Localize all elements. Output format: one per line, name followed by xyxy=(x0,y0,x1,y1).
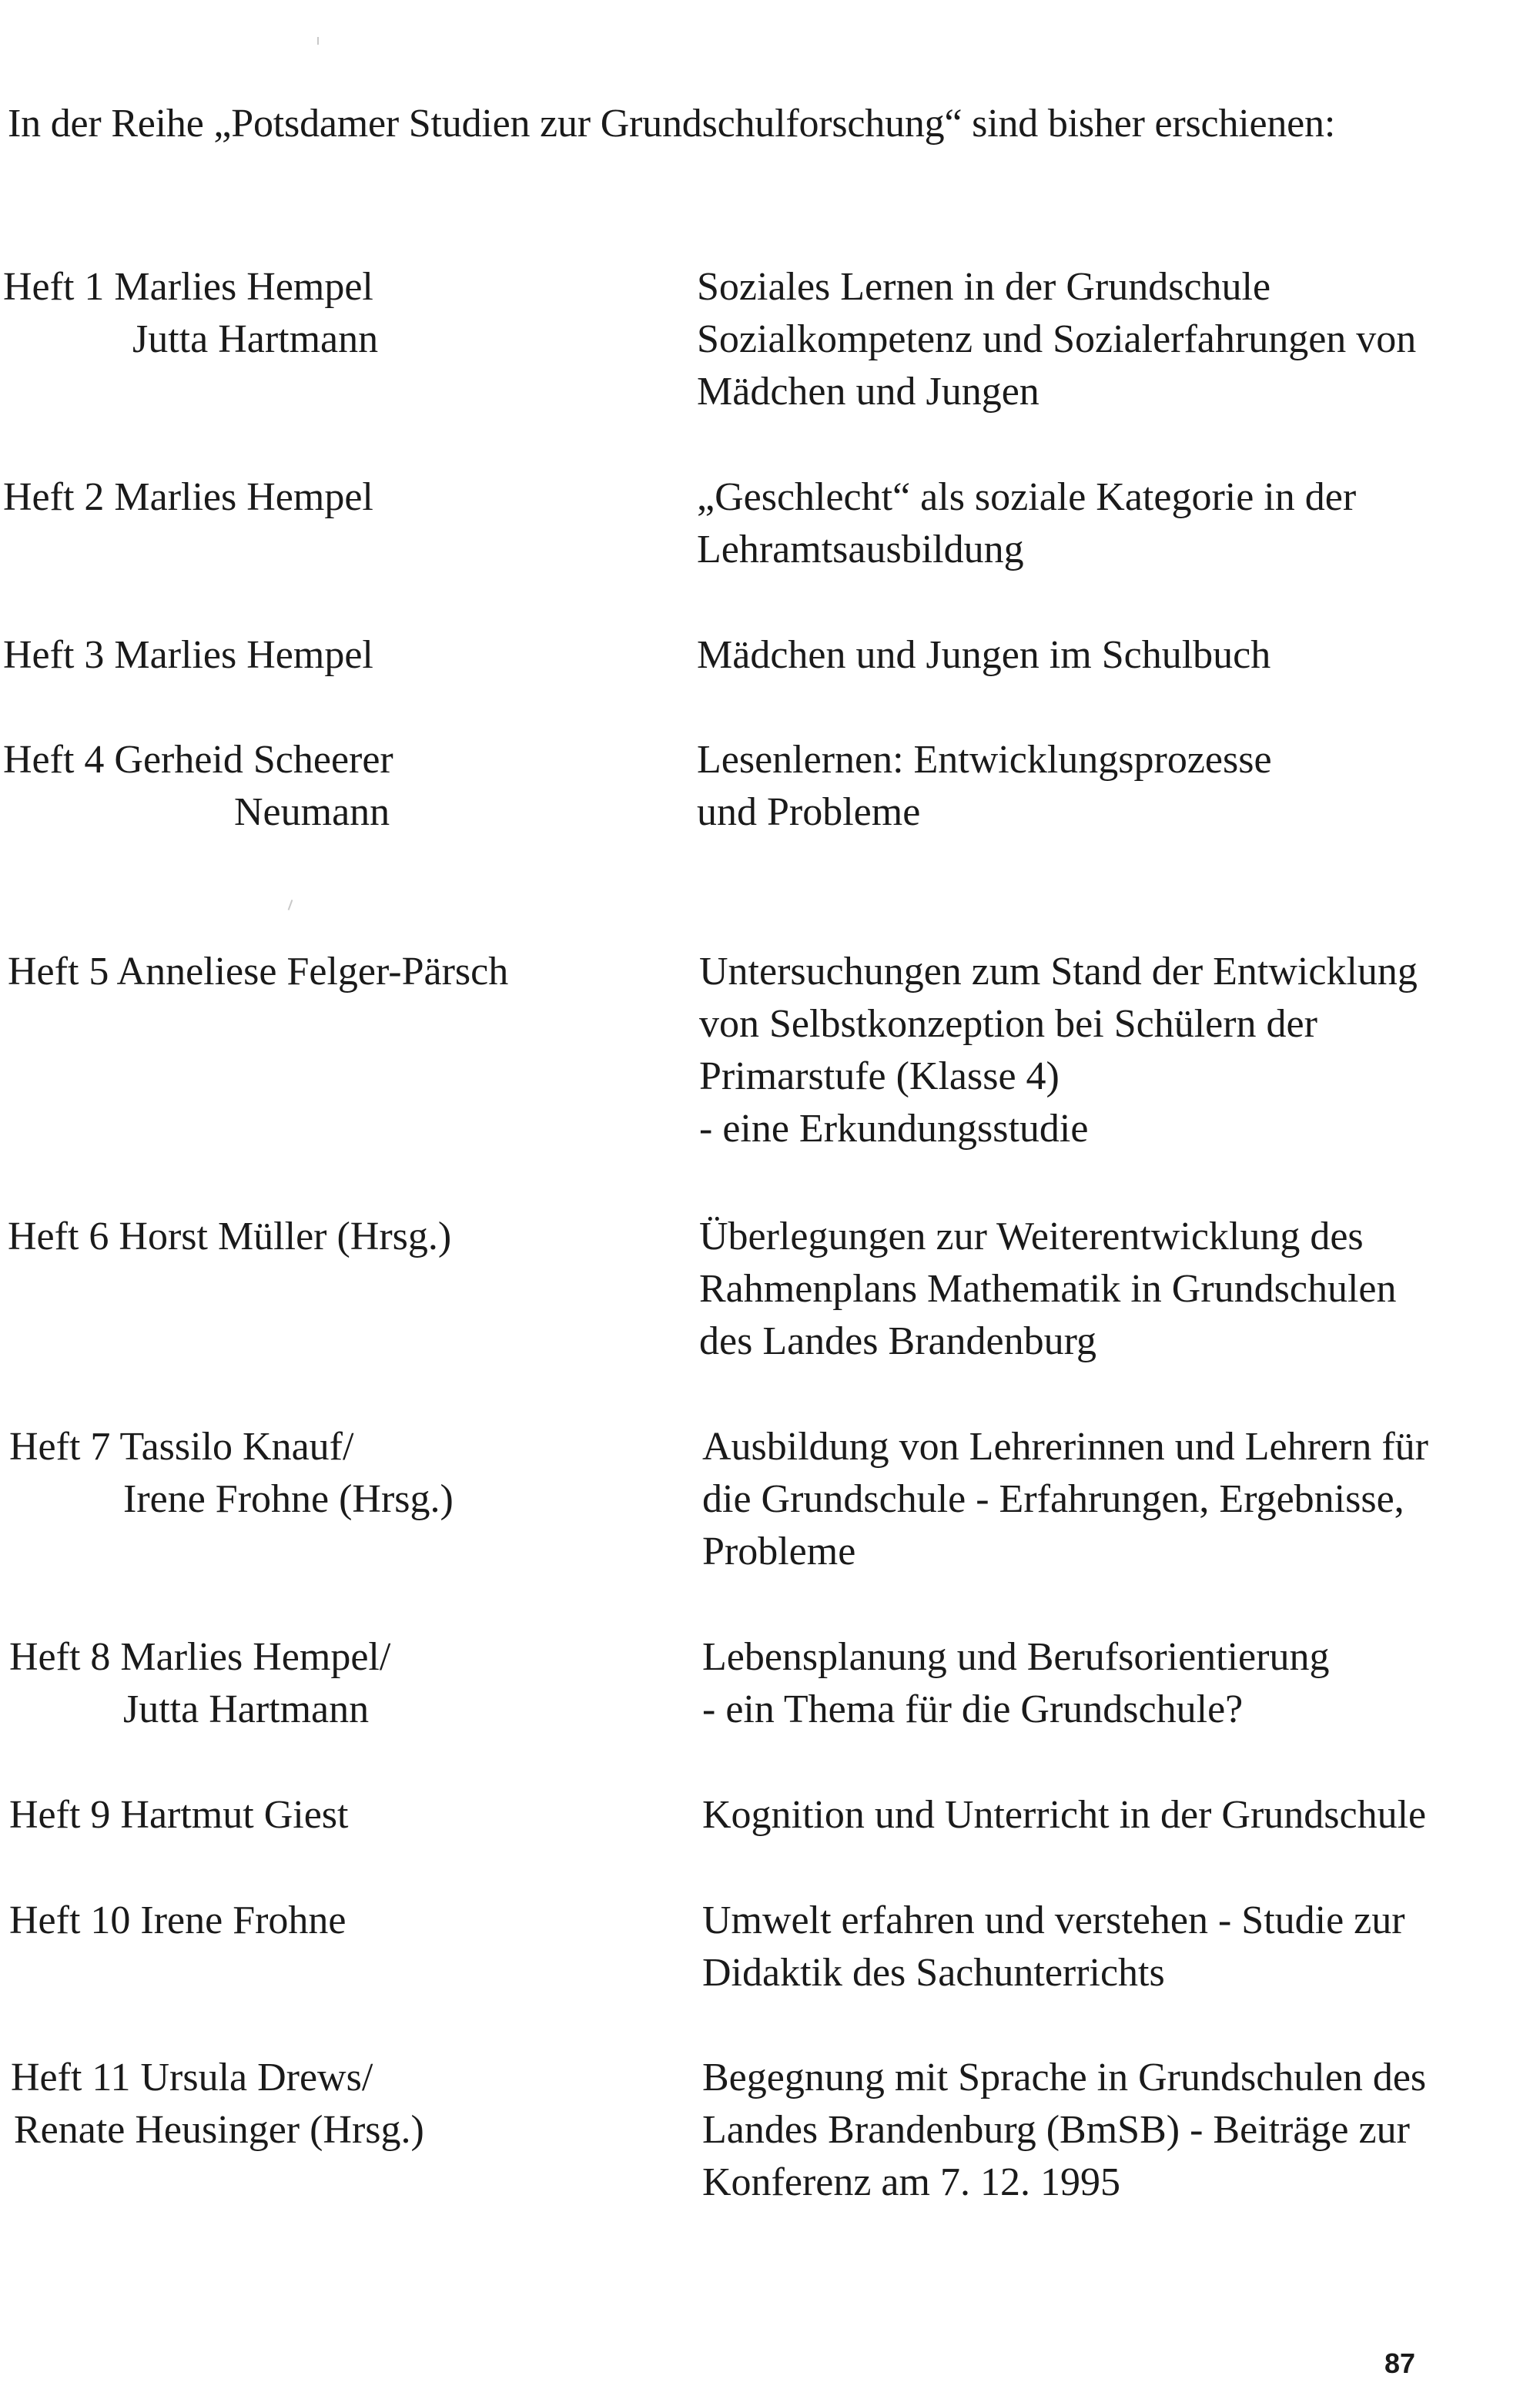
entry-title xyxy=(702,1789,1540,1841)
entry-number-author: Heft 3 Marlies Hempel xyxy=(3,633,373,677)
entry-title xyxy=(699,1211,1538,1368)
entry-title xyxy=(702,1631,1540,1736)
entry-coauthor: Renate Heusinger (Hrsg.) xyxy=(14,2108,424,2152)
entry-title xyxy=(697,261,1536,418)
entry-number-author: Heft 11 Ursula Drews/ xyxy=(11,2056,373,2099)
entry-title-line: „Geschlecht“ als soziale Kategorie in der xyxy=(697,475,1357,519)
entry-author-label xyxy=(3,471,681,524)
entry-title-line: Didaktik des Sachunterrichts xyxy=(702,1951,1165,1995)
entry-author-label xyxy=(9,1895,687,1947)
entry-title-line: Lesenlernen: Entwicklungsprozesse xyxy=(697,738,1272,782)
entry-title-line: Lebensplanung und Berufsorientierung xyxy=(702,1635,1330,1679)
entry-title-line: Mädchen und Jungen im Schulbuch xyxy=(697,633,1271,677)
entry-title-line: die Grundschule - Erfahrungen, Ergebnisse, xyxy=(702,1477,1404,1521)
entry-coauthor: Jutta Hartmann xyxy=(123,1687,370,1731)
entry-title-line: Umwelt erfahren und verstehen - Studie zur xyxy=(702,1898,1405,1942)
entry-author-label xyxy=(3,261,681,366)
entry-title-line: Landes Brandenburg (BmSB) - Beiträge zur xyxy=(702,2108,1410,2152)
entry-title xyxy=(702,1421,1540,1578)
entry-number-author: Heft 7 Tassilo Knauf/ xyxy=(9,1425,354,1469)
entry-title-line: Rahmenplans Mathematik in Grundschulen xyxy=(699,1267,1397,1311)
entry-title xyxy=(699,946,1538,1155)
entry-title-line: Kognition und Unterricht in der Grundschule xyxy=(702,1793,1427,1837)
entry-title-line: Konferenz am 7. 12. 1995 xyxy=(702,2160,1120,2204)
entry-title-line: Untersuchungen zum Stand der Entwicklung xyxy=(699,950,1418,994)
entry-author-label xyxy=(9,1789,687,1841)
series-intro: In der Reihe „Potsdamer Studien zur Grundschulforschung“ sind bisher erschienen: xyxy=(8,102,1336,146)
entry-coauthor: Jutta Hartmann xyxy=(132,317,379,361)
entry-number-author: Heft 4 Gerheid Scheerer xyxy=(3,738,393,782)
entry-author-label xyxy=(9,1631,687,1736)
entry-number-author: Heft 1 Marlies Hempel xyxy=(3,265,373,309)
scan-speck xyxy=(288,900,293,910)
entry-title xyxy=(702,1895,1540,1999)
entry-author-label xyxy=(3,629,681,682)
entry-title-line: Begegnung mit Sprache in Grundschulen des xyxy=(702,2056,1427,2099)
entry-title-line: und Probleme xyxy=(697,790,921,834)
entry-title-line: Überlegungen zur Weiterentwicklung des xyxy=(699,1215,1364,1258)
scan-speck xyxy=(317,37,319,45)
entry-title-line: Primarstufe (Klasse 4) xyxy=(699,1054,1060,1098)
entry-title-line: Ausbildung von Lehrerinnen und Lehrern für xyxy=(702,1425,1428,1469)
entry-coauthor: Neumann xyxy=(234,790,390,834)
entry-coauthor: Irene Frohne (Hrsg.) xyxy=(123,1477,454,1521)
entry-title xyxy=(697,734,1536,839)
entry-title-line: Lehramtsausbildung xyxy=(697,528,1024,571)
entry-title-line: - eine Erkundungsstudie xyxy=(699,1107,1089,1151)
entry-title xyxy=(702,2052,1540,2209)
entry-title xyxy=(697,471,1536,576)
entry-number-author: Heft 9 Hartmut Giest xyxy=(9,1793,349,1837)
entry-number-author: Heft 5 Anneliese Felger-Pärsch xyxy=(8,950,509,994)
entry-title-line: von Selbstkonzeption bei Schülern der xyxy=(699,1002,1317,1046)
entry-author-label xyxy=(9,1421,687,1526)
entry-title-line: Probleme xyxy=(702,1530,856,1573)
entry-author-label xyxy=(8,1211,685,1263)
entry-title-line: Soziales Lernen in der Grundschule xyxy=(697,265,1271,309)
entry-number-author: Heft 8 Marlies Hempel/ xyxy=(9,1635,391,1679)
entry-title xyxy=(697,629,1536,682)
entry-title-line: - ein Thema für die Grundschule? xyxy=(702,1687,1244,1731)
entry-number-author: Heft 10 Irene Frohne xyxy=(9,1898,346,1942)
entry-author-label xyxy=(3,734,681,839)
entry-number-author: Heft 2 Marlies Hempel xyxy=(3,475,373,519)
page-number: 87 xyxy=(1384,2347,1416,2379)
entry-title-line: Mädchen und Jungen xyxy=(697,370,1040,414)
entry-number-author: Heft 6 Horst Müller (Hrsg.) xyxy=(8,1215,452,1258)
entry-author-label xyxy=(11,2052,688,2156)
entry-author-label xyxy=(8,946,685,998)
entry-title-line: Sozialkompetenz und Sozialerfahrungen von xyxy=(697,317,1417,361)
entry-title-line: des Landes Brandenburg xyxy=(699,1319,1097,1363)
